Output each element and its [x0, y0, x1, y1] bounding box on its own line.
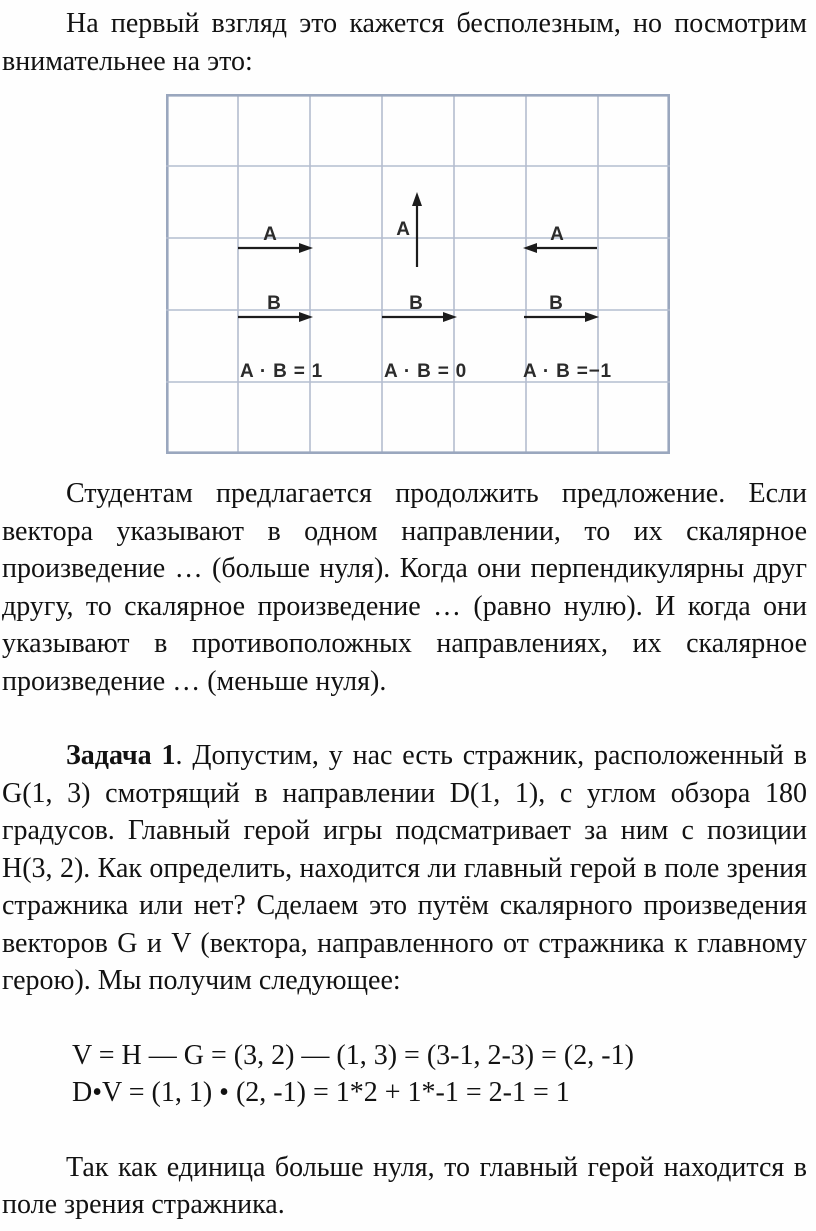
intro-paragraph: На первый взгляд это кажется бесполезным, но посмотрим внимательнее на это:: [2, 8, 807, 77]
vector-diagram: [166, 94, 670, 456]
dot-product-result: A · B = 1: [240, 361, 324, 382]
dot-product-figure: [166, 94, 670, 456]
dot-product-result: A · B =−1: [523, 361, 612, 382]
conclusion-paragraph: Так как единица больше нуля, то главный герой находится в поле зрения стражника.: [2, 1151, 807, 1220]
vector-b-right-arrowhead-icon: [443, 312, 457, 322]
vector-a-label: A: [263, 224, 277, 245]
grid-lines: [166, 94, 670, 454]
vector-a-label: A: [396, 219, 410, 240]
vector-b-right-arrowhead-icon: [585, 312, 599, 322]
vector-b-right-arrowhead-icon: [299, 312, 313, 322]
dot-product-result: A · B = 0: [384, 361, 468, 382]
vector-b-label: B: [549, 293, 563, 314]
formula-dot-product: D•V = (1, 1) • (2, -1) = 1*2 + 1*-1 = 2-1 = 1: [72, 1077, 570, 1108]
vector-a-up-arrowhead-icon: [412, 192, 422, 206]
vector-a-left-arrowhead-icon: [523, 243, 537, 253]
vector-a-label: A: [550, 224, 564, 245]
task-text: . Допустим, у нас есть стражник, расположенный в G(1, 3) смотрящий в направлении D(1, 1), с углом обзора 180 градусов. Главный герой игры подсматривает за ним с позиции H(3, 2). Как определить, находится ли главный герой в поле зрения стражника или нет? Сделаем это путём скалярного произведения векторов G и V (вектора, направленного от стражника к главному герою). Мы получим следующее:: [2, 740, 807, 996]
task-paragraph: [2, 737, 807, 1000]
task-title: Задача 1: [66, 740, 176, 771]
formula-block: [72, 1037, 807, 1112]
vector-b-label: B: [267, 293, 281, 314]
students-paragraph: Студентам предлагается продолжить предложение. Если вектора указывают в одном направлении, то их скалярное произведение … (больше нуля). Когда они перпендикулярны друг другу, то скалярное произведение … (равно нулю). И когда они указывают в противоположных направлениях, их скалярное произведение … (меньше нуля).: [2, 478, 807, 697]
vector-b-label: B: [409, 293, 423, 314]
vector-a-right-arrowhead-icon: [299, 243, 313, 253]
formula-vector-v: V = H — G = (3, 2) — (1, 3) = (3-1, 2-3) = (2, -1): [72, 1039, 634, 1071]
